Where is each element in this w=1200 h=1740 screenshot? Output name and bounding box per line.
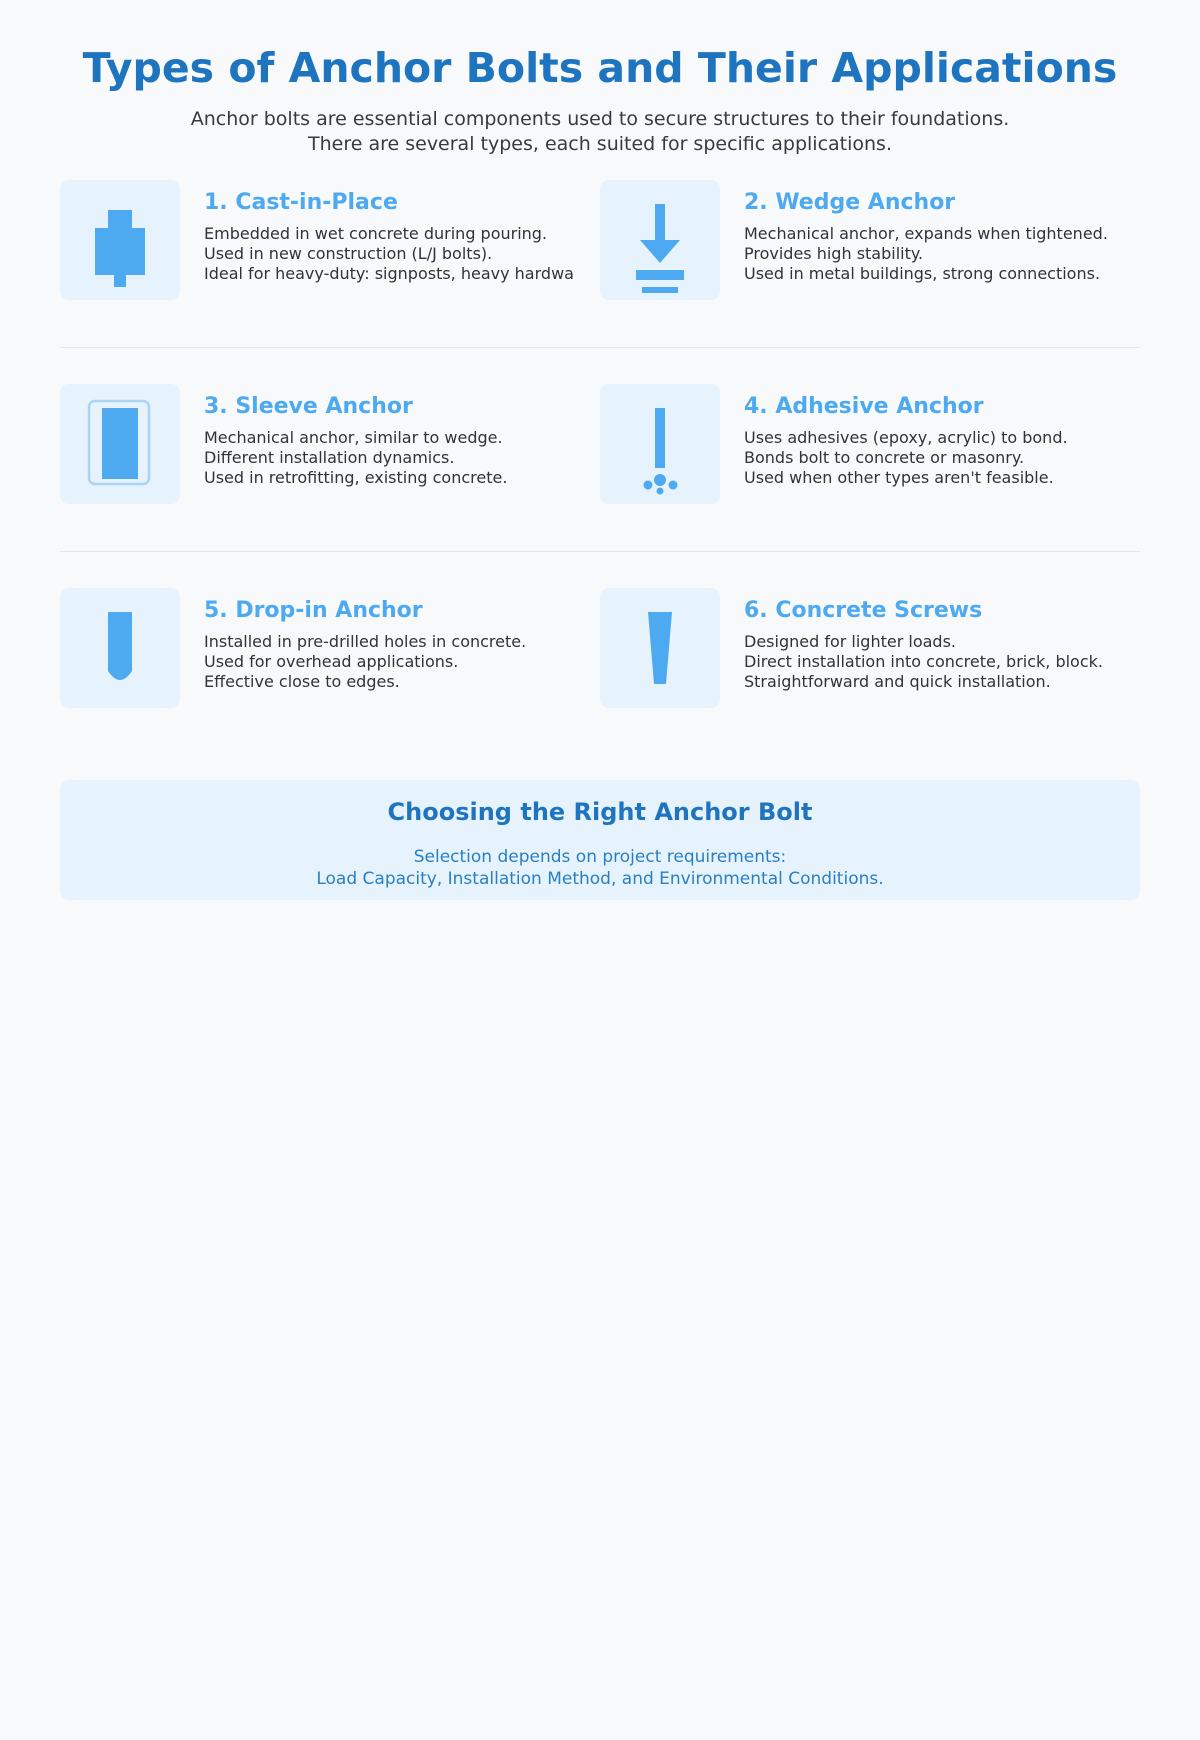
description-line: Uses adhesives (epoxy, acrylic) to bond.: [744, 428, 1068, 447]
icon-card: [600, 384, 720, 504]
adhesive-anchor-icon: [600, 384, 720, 504]
anchor-type-title: 1. Cast-in-Place: [204, 190, 398, 215]
description-line: Straightforward and quick installation.: [744, 672, 1051, 691]
anchor-type-cast-in-place: [60, 180, 600, 300]
drop-in-anchor-icon: [60, 588, 180, 708]
description-line: Direct installation into concrete, brick, block.: [744, 652, 1103, 671]
anchor-type-title: 2. Wedge Anchor: [744, 190, 956, 215]
choosing-text: [60, 846, 1140, 890]
section-divider: [60, 347, 1140, 348]
description-line: Used for overhead applications.: [204, 652, 459, 671]
anchor-type-description: [744, 428, 1140, 488]
anchor-type-title: 5. Drop-in Anchor: [204, 598, 423, 623]
choosing-line-1: Selection depends on project requirements:: [413, 847, 787, 867]
icon-card: [60, 180, 180, 300]
icon-card: [60, 588, 180, 708]
description-line: Ideal for heavy-duty: signposts, heavy hardwa: [204, 264, 574, 283]
choosing-title: Choosing the Right Anchor Bolt: [387, 798, 813, 826]
anchor-type-description: [204, 428, 600, 488]
anchor-type-description: [204, 224, 600, 284]
intro-text: [0, 107, 1200, 157]
icon-card: [600, 180, 720, 300]
anchor-type-description: [744, 632, 1140, 692]
anchor-type-title: 6. Concrete Screws: [744, 598, 983, 623]
anchor-type-title: 3. Sleeve Anchor: [204, 394, 413, 419]
anchor-type-wedge: [600, 180, 1140, 300]
description-line: Used in new construction (L/J bolts).: [204, 244, 493, 263]
anchor-type-adhesive: [600, 384, 1140, 504]
description-line: Provides high stability.: [744, 244, 924, 263]
description-line: Installed in pre-drilled holes in concrete.: [204, 632, 527, 651]
anchor-type-description: [204, 632, 600, 692]
intro-line-2: There are several types, each suited for specific applications.: [308, 133, 892, 155]
description-line: Mechanical anchor, expands when tightened.: [744, 224, 1108, 243]
anchor-type-drop-in: [60, 588, 600, 708]
description-line: Used when other types aren't feasible.: [744, 468, 1054, 487]
concrete-screw-icon: [600, 588, 720, 708]
cast-in-place-bolt-icon: [60, 180, 180, 300]
anchor-type-title: 4. Adhesive Anchor: [744, 394, 984, 419]
choosing-panel: [60, 780, 1140, 900]
description-line: Used in retrofitting, existing concrete.: [204, 468, 508, 487]
icon-card: [60, 384, 180, 504]
description-line: Different installation dynamics.: [204, 448, 455, 467]
description-line: Embedded in wet concrete during pouring.: [204, 224, 548, 243]
section-divider: [60, 551, 1140, 552]
choosing-line-2: Load Capacity, Installation Method, and Environmental Conditions.: [316, 869, 884, 889]
anchor-type-description: [744, 224, 1140, 284]
description-line: Mechanical anchor, similar to wedge.: [204, 428, 503, 447]
sleeve-anchor-icon: [60, 384, 180, 504]
description-line: Bonds bolt to concrete or masonry.: [744, 448, 1025, 467]
anchor-type-concrete-screws: [600, 588, 1140, 708]
description-line: Used in metal buildings, strong connections.: [744, 264, 1101, 283]
icon-card: [600, 588, 720, 708]
page-title: Types of Anchor Bolts and Their Applications: [82, 44, 1118, 92]
intro-line-1: Anchor bolts are essential components used to secure structures to their foundations.: [190, 108, 1010, 130]
wedge-anchor-icon: [600, 180, 720, 300]
description-line: Effective close to edges.: [204, 672, 400, 691]
anchor-type-sleeve: [60, 384, 600, 504]
description-line: Designed for lighter loads.: [744, 632, 956, 651]
